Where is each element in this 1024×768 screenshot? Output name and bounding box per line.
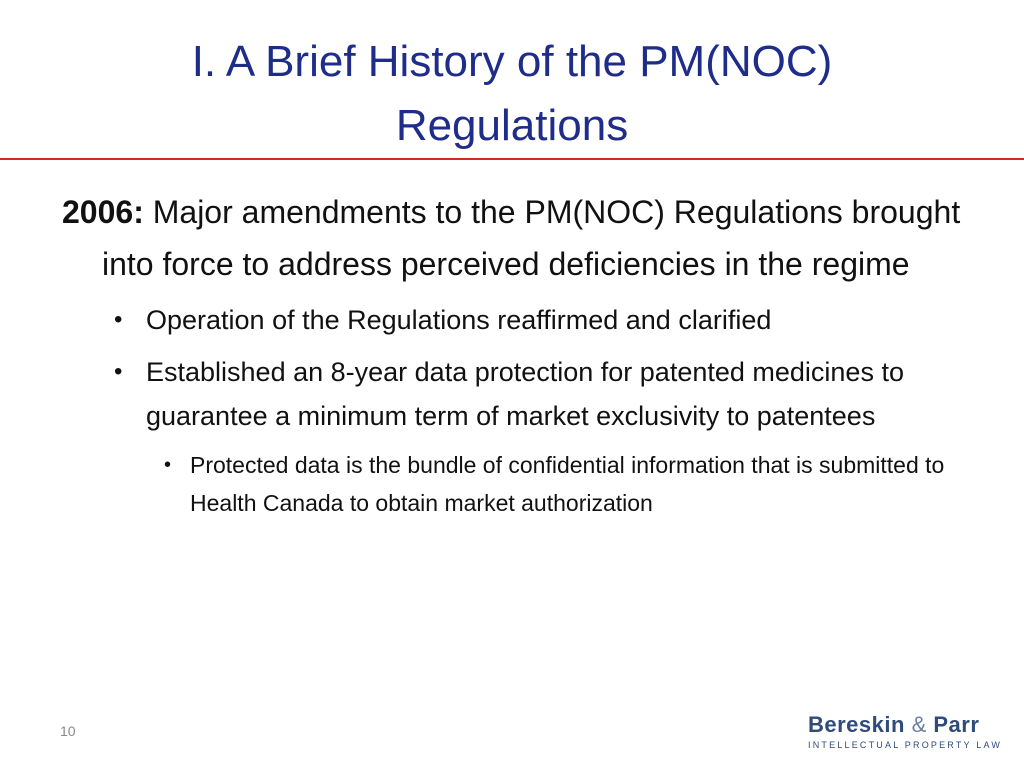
- slide-title-line-2: Regulations: [395, 101, 629, 150]
- company-logo: [808, 712, 1003, 752]
- title-divider: [0, 158, 1024, 160]
- logo-name-part-2: Parr: [933, 712, 980, 737]
- bullet-text: Operation of the Regulations reaffirmed and clarified: [146, 305, 772, 335]
- main-point: [62, 186, 962, 290]
- page-number: 10: [60, 723, 76, 739]
- bullet-dot-icon: •: [114, 306, 123, 333]
- bullet-text: Established an 8-year data protection for patented medicines to guarantee a minimum term of market exclusivity to patentees: [146, 357, 904, 431]
- bullet-item: [62, 350, 962, 438]
- logo-tagline: INTELLECTUAL PROPERTY LAW: [808, 740, 1003, 750]
- bullet-dot-icon: •: [114, 358, 123, 385]
- slide-title: [60, 30, 964, 158]
- logo-name: [808, 712, 980, 738]
- main-point-text: Major amendments to the PM(NOC) Regulations brought into force to address perceived deficiencies in the regime: [102, 194, 961, 282]
- sub-bullet-item: [62, 446, 962, 522]
- sub-bullet-dot-icon: •: [164, 454, 172, 476]
- main-point-year: 2006:: [62, 194, 144, 230]
- sub-bullet-text: Protected data is the bundle of confidential information that is submitted to Health Canada to obtain market authorization: [190, 452, 945, 516]
- slide-body: [62, 186, 962, 522]
- logo-ampersand: &: [904, 712, 934, 737]
- logo-name-part-1: Bereskin: [808, 712, 905, 737]
- slide-title-line-1: I. A Brief History of the PM(NOC): [191, 37, 833, 86]
- bullet-item: [62, 298, 962, 342]
